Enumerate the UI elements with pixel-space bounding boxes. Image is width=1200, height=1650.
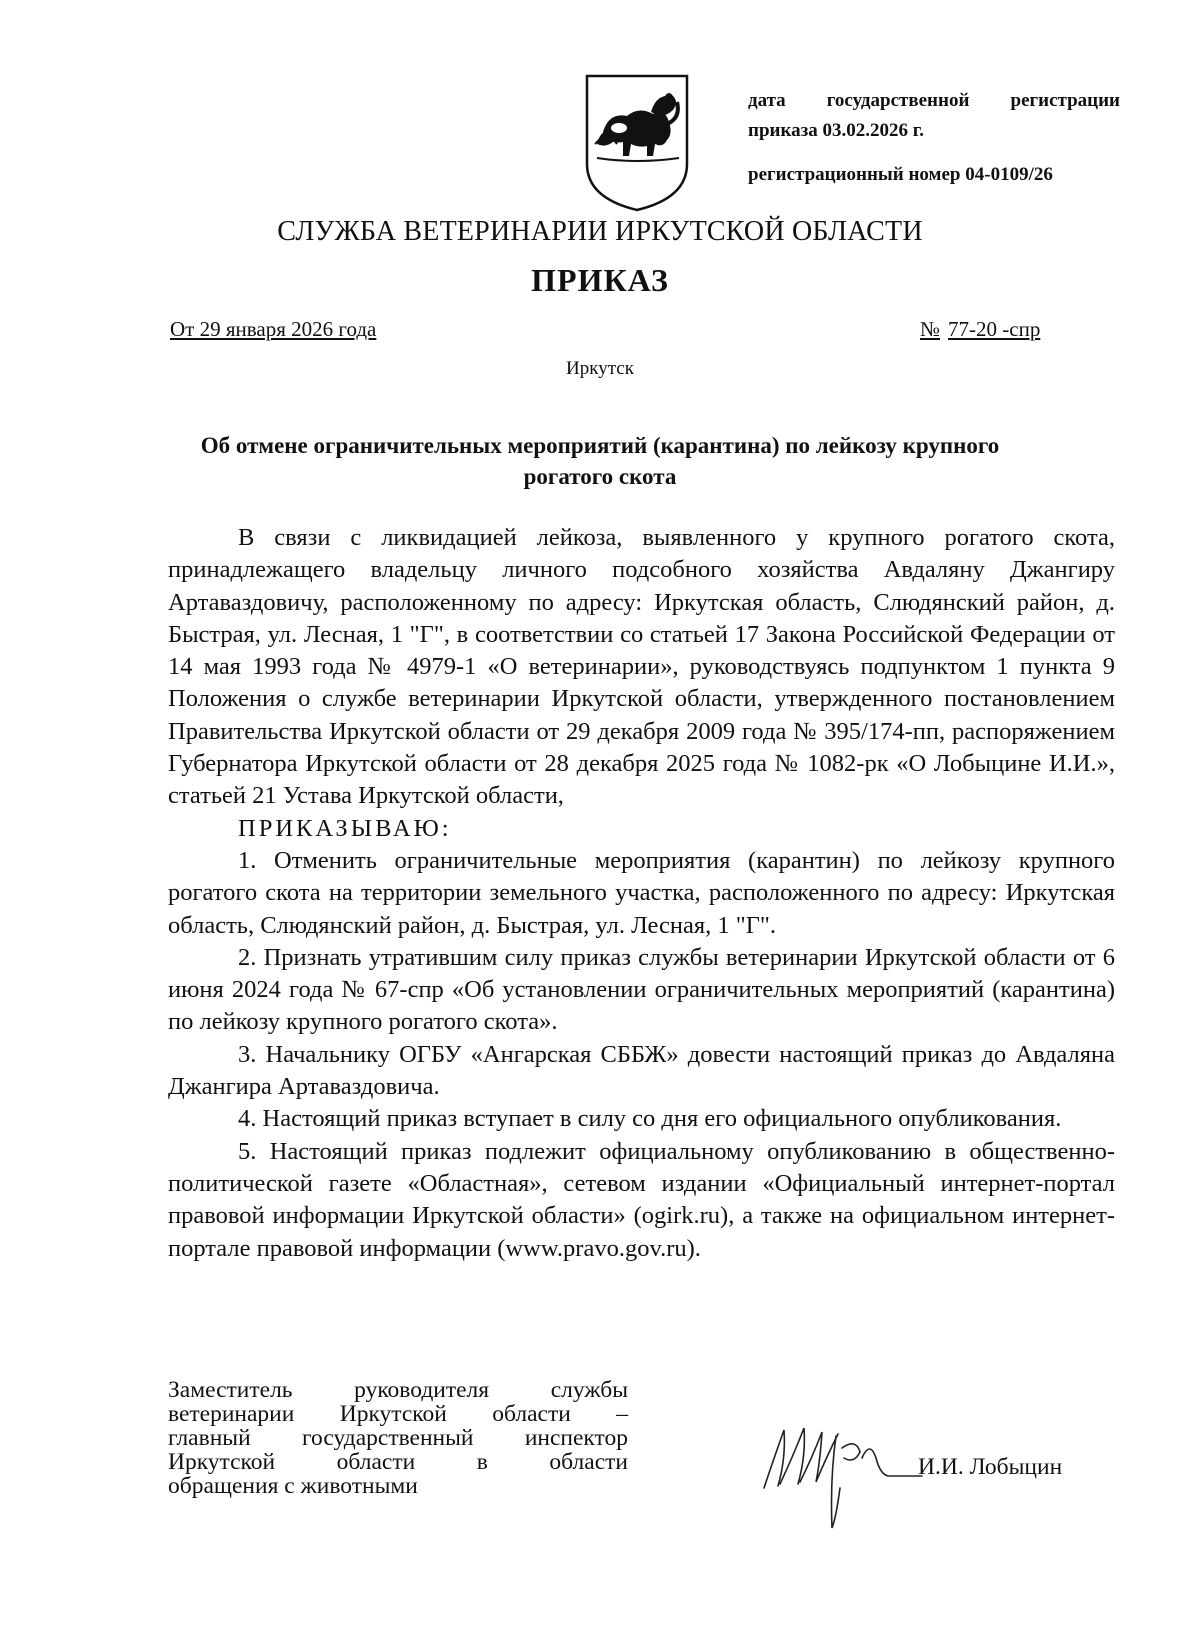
organization-name: СЛУЖБА ВЕТЕРИНАРИИ ИРКУТСКОЙ ОБЛАСТИ bbox=[277, 216, 923, 247]
order-item-1: 1. Отменить ограничительные мероприятия (карантин) по лейкозу крупного рогатого скота на территории земельного участка, расположенного по адресу: Иркутская область, Слюдянский район, д. Быстрая, ул. Лесная, 1 "Г". bbox=[168, 846, 1115, 939]
order-number bbox=[920, 317, 1048, 342]
number-sign: № bbox=[920, 317, 941, 341]
signer-position-line: Заместитель руководителя службы bbox=[168, 1377, 628, 1403]
signer-name: И.И. Лобыцин bbox=[918, 1454, 1063, 1480]
signer-position-line: главный государственный инспектор bbox=[168, 1425, 628, 1451]
signer-position-line: обращения с животными bbox=[168, 1473, 418, 1499]
irkutsk-coat-of-arms-icon bbox=[583, 72, 691, 214]
registration-date-label: дата государственной регистрации bbox=[748, 90, 1120, 111]
order-item-4: 4. Настоящий приказ вступает в силу со дня его официального опубликования. bbox=[238, 1105, 1062, 1133]
registration-date: приказа 03.02.2026 г. bbox=[748, 120, 924, 141]
signer-position-line: Иркутской области в области bbox=[168, 1449, 628, 1475]
preamble-paragraph: В связи с ликвидацией лейкоза, выявленного у крупного рогатого скота, принадлежащего владельцу личного подсобного хозяйства Авдаляну Джангиру Артаваздовичу, расположенному по адресу: Иркутская область, Слюдянский район, д. Быстрая, ул. Лесная, 1 "Г", в соответствии со статьей 17 Закона Российской Федерации от 14 мая 1993 года № 4979-1 «О ветеринарии», руководствуясь подпунктом 1 пункта 9 Положения о службе ветеринарии Иркутской области, утвержденного постановлением Правительства Иркутской области от 29 декабря 2009 года № 395/174-пп, распоряжением Губернатора Иркутской области от 28 декабря 2025 года № 1082-рк «О Лобыцине И.И.», статьей 21 Устава Иркутской области, bbox=[168, 524, 1115, 810]
order-item-5: 5. Настоящий приказ подлежит официальному опубликованию в общественно-политической газете «Областная», сетевом издании «Официальный интернет-портал правовой информации Иркутской области» (ogirk.ru), а также на официальном интернет-портале правовой информации (www.pravo.gov.ru). bbox=[168, 1137, 1115, 1262]
handwritten-signature-icon bbox=[760, 1418, 930, 1533]
signer-position-line: ветеринарии Иркутской области – bbox=[168, 1401, 628, 1427]
number-value: 77-20 -спр bbox=[948, 317, 1041, 341]
order-item-2: 2. Признать утратившим силу приказ службы ветеринарии Иркутской области от 6 июня 2024 года № 67-спр «Об установлении ограничительных мероприятий (карантина) по лейкозу крупного рогатого скота». bbox=[168, 943, 1115, 1036]
signer-position bbox=[168, 1378, 628, 1498]
registration-stamp bbox=[748, 86, 1120, 190]
order-word: ПРИКАЗЫВАЮ: bbox=[238, 814, 452, 842]
order-city: Иркутск bbox=[566, 358, 634, 379]
order-title: Об отмене ограничительных мероприятий (карантина) по лейкозу крупного рогатого скота bbox=[200, 433, 1000, 489]
order-item-3: 3. Начальнику ОГБУ «Ангарская СББЖ» довести настоящий приказ до Авдаляна Джангира Артаваздовича. bbox=[168, 1040, 1115, 1101]
order-body bbox=[168, 522, 1115, 1265]
registration-number: регистрационный номер 04-0109/26 bbox=[748, 164, 1053, 185]
document-type: ПРИКАЗ bbox=[531, 262, 669, 298]
order-date: От 29 января 2026 года bbox=[170, 317, 377, 341]
